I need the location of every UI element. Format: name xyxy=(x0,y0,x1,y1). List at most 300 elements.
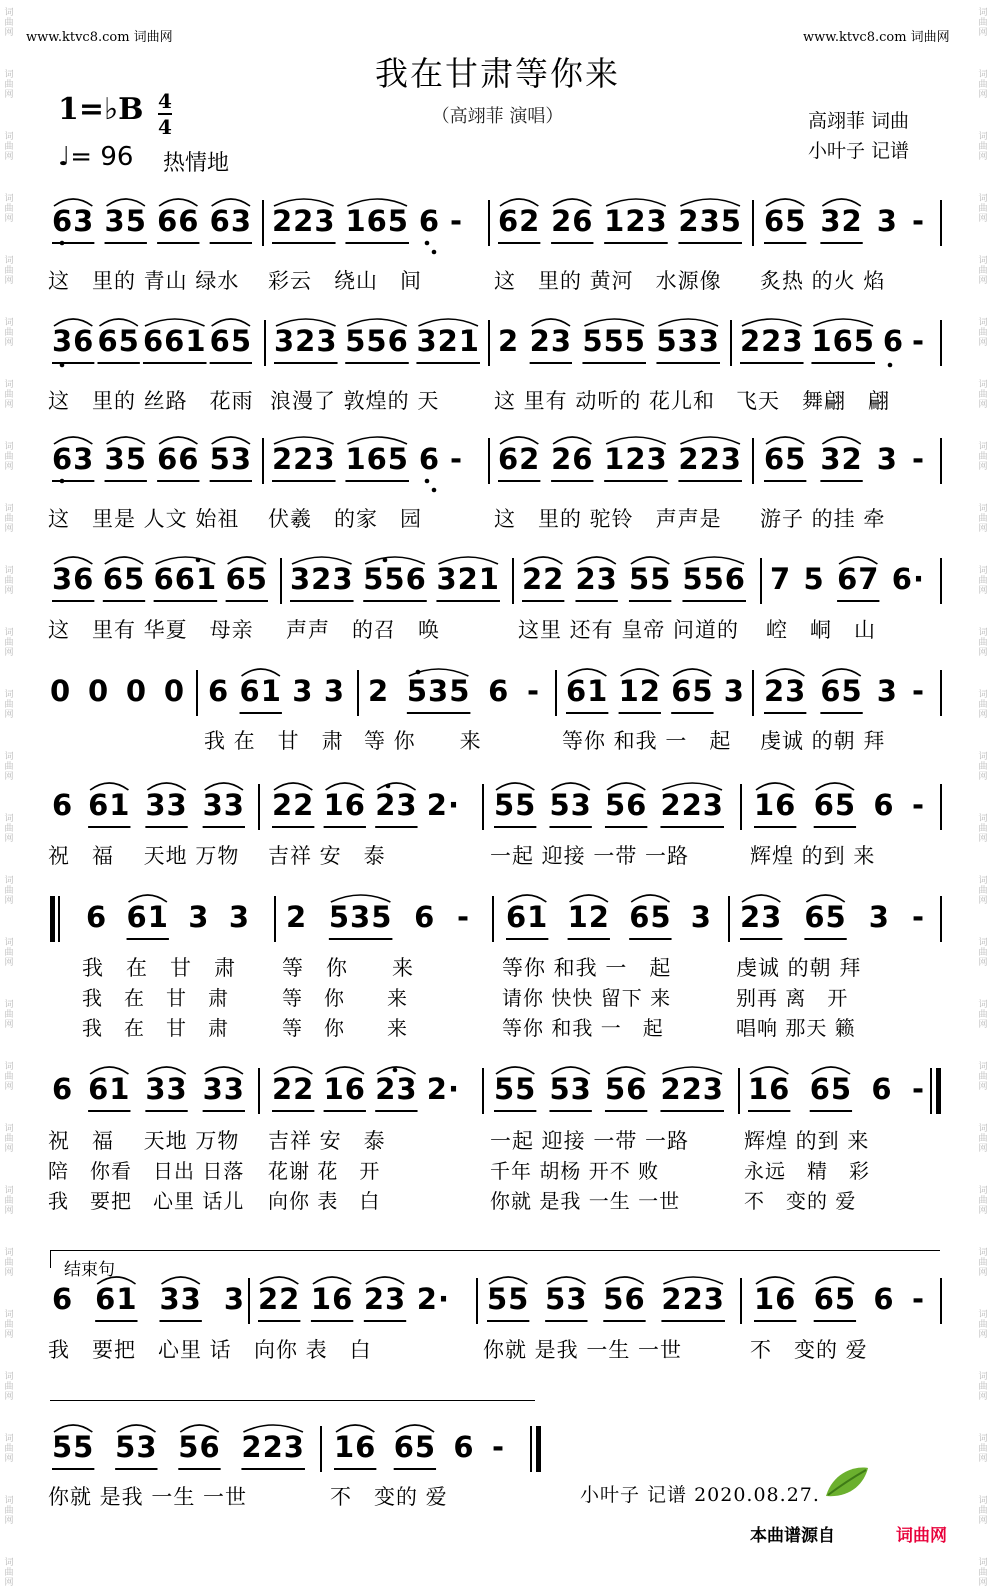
note-group: 33 xyxy=(202,1072,245,1106)
note-group: 323 xyxy=(290,562,354,596)
lyric-verse-1: 等你 和我 一 起 xyxy=(502,956,672,980)
note-group: 165 xyxy=(811,324,875,358)
watermark-glyph: 词 曲 网 xyxy=(978,1186,988,1216)
duration-underline xyxy=(566,712,608,714)
watermark-glyph: 词 曲 网 xyxy=(4,1496,14,1526)
duration-underline xyxy=(407,712,471,714)
duration-underline xyxy=(551,242,593,244)
slur xyxy=(147,1067,185,1074)
note-group: 3 xyxy=(188,900,210,934)
note-group: 3 xyxy=(228,900,250,934)
watermark-glyph: 词 曲 网 xyxy=(978,1372,988,1402)
note-group: 223 xyxy=(740,324,804,358)
watermark-glyph: 词 曲 网 xyxy=(4,1186,14,1216)
slur xyxy=(489,1277,527,1284)
duration-underline xyxy=(272,242,336,244)
watermark-glyph: 词 曲 网 xyxy=(4,938,14,968)
slur xyxy=(553,437,591,444)
duration-underline xyxy=(764,712,806,714)
duration-underline xyxy=(127,938,169,940)
octave-dot xyxy=(393,1068,398,1073)
slur xyxy=(347,437,407,444)
watermark-glyph: 词 曲 网 xyxy=(4,1434,14,1464)
duration-underline xyxy=(203,826,245,828)
note-group: 535 xyxy=(328,900,393,934)
duration-underline xyxy=(258,1320,300,1322)
note-group: 53 xyxy=(549,788,592,822)
duration-underline xyxy=(290,600,354,602)
slur xyxy=(274,783,312,790)
source-brand[interactable]: 词曲网 xyxy=(896,1526,947,1546)
note-group: 7 xyxy=(770,562,792,596)
slur xyxy=(631,895,669,902)
note-group: 56 xyxy=(178,1430,221,1464)
duration-underline xyxy=(105,480,147,482)
slur xyxy=(54,557,92,564)
slur xyxy=(766,199,804,206)
lyric-verse-1: 这 里的 丝路 花雨 xyxy=(48,389,254,413)
duration-underline xyxy=(629,600,671,602)
slur xyxy=(156,557,216,564)
watermark-glyph: 词 曲 网 xyxy=(978,194,988,224)
note-group: 65 xyxy=(225,562,268,596)
lyric-verse-3: 不 变的 爱 xyxy=(744,1189,857,1213)
watermark-glyph: 词 曲 网 xyxy=(4,690,14,720)
slur xyxy=(607,783,645,790)
duration-underline xyxy=(811,362,875,364)
duration-underline xyxy=(814,1320,856,1322)
note-group: 65 xyxy=(102,562,146,596)
duration-underline xyxy=(143,362,207,364)
duration-underline xyxy=(375,826,417,828)
note-group: 36 xyxy=(52,562,95,596)
lyric-verse-1: 我 在 甘 肃 xyxy=(204,729,344,753)
duration-underline xyxy=(820,480,862,482)
slur xyxy=(326,783,364,790)
slur xyxy=(658,319,718,326)
note-group: 16 xyxy=(754,1282,797,1316)
note-group: 3 xyxy=(323,674,345,708)
watermark-glyph: 词 曲 网 xyxy=(978,566,988,596)
note-group: 6· xyxy=(891,562,925,596)
note-group: 23 xyxy=(375,788,418,822)
lyric-verse-1: 吉祥 安 泰 xyxy=(268,844,386,868)
slur xyxy=(756,1277,794,1284)
duration-underline xyxy=(661,1320,725,1322)
note-group: 65 xyxy=(764,442,807,476)
site-url-right[interactable]: www.ktvc8.com 词曲网 xyxy=(803,30,950,45)
note-group: 223 xyxy=(660,788,724,822)
lyric-verse-2: 请你 快快 留下 来 xyxy=(502,986,672,1010)
note-group: 12 xyxy=(567,900,610,934)
duration-underline xyxy=(764,242,806,244)
slur xyxy=(274,199,334,206)
duration-underline xyxy=(240,712,282,714)
slur xyxy=(816,783,854,790)
note-group: 533 xyxy=(656,324,720,358)
duration-underline xyxy=(754,826,796,828)
note-group: 12 xyxy=(618,674,661,708)
octave-dot xyxy=(386,784,391,789)
note-group: - xyxy=(526,674,540,708)
lyric-verse-3: 你就 是我 一生 一世 xyxy=(490,1189,681,1213)
duration-underline xyxy=(345,242,409,244)
slur xyxy=(90,1067,128,1074)
slur xyxy=(326,1067,364,1074)
duration-underline xyxy=(604,480,668,482)
note-group: - xyxy=(456,900,470,934)
lyric-verse-1: 祝 福 天地 万物 xyxy=(48,844,240,868)
note-group: 235 xyxy=(678,204,742,238)
slur xyxy=(742,319,802,326)
duration-underline xyxy=(178,1468,220,1470)
duration-underline xyxy=(740,362,804,364)
duration-underline xyxy=(154,600,218,602)
slur xyxy=(662,1067,722,1074)
note-group: 63 xyxy=(52,204,95,238)
lyric-verse-1: 我 在 甘 肃 xyxy=(82,956,236,980)
duration-underline xyxy=(324,826,366,828)
note-group: 36 xyxy=(52,324,95,358)
lyric-verse-2: 花谢 花 开 xyxy=(268,1159,381,1183)
slur xyxy=(377,783,415,790)
note-group: - xyxy=(911,788,925,822)
slur xyxy=(822,437,860,444)
slur xyxy=(532,319,570,326)
note-group: - xyxy=(911,674,925,708)
lyric-verse-3: 等你 和我 一 起 xyxy=(502,1016,664,1040)
slur xyxy=(680,199,740,206)
slur xyxy=(812,1067,850,1074)
note-group: 56 xyxy=(603,1282,646,1316)
watermark-glyph: 词 曲 网 xyxy=(4,194,14,224)
lyric-verse-1: 一起 迎接 一带 一路 xyxy=(490,1129,690,1153)
duration-underline xyxy=(629,938,671,940)
octave-dot xyxy=(432,488,437,493)
lyric-verse-3: 唱响 那天 籁 xyxy=(736,1016,856,1040)
lyric-verse-1: 崆 峒 山 xyxy=(766,618,876,642)
slur xyxy=(212,437,250,444)
note-group: 223 xyxy=(678,442,742,476)
note-group: 6 xyxy=(208,674,230,708)
watermark-glyph: 词 曲 网 xyxy=(4,628,14,658)
slur xyxy=(212,199,250,206)
duration-underline xyxy=(345,362,409,364)
slur xyxy=(750,1067,788,1074)
slur xyxy=(500,199,538,206)
octave-dot xyxy=(60,363,65,368)
lyric-verse-1: 等 你 来 xyxy=(282,956,414,980)
slur xyxy=(577,557,615,564)
ending-label: 结束句 xyxy=(64,1260,115,1280)
slur xyxy=(145,319,205,326)
note-group: 0 xyxy=(50,674,72,708)
slur xyxy=(54,199,92,206)
note-group: 61 xyxy=(126,900,169,934)
credit-notation: 小叶子 记谱 xyxy=(808,140,910,162)
lyric-verse-1: 这里 还有 皇帝 问道的 xyxy=(518,618,740,642)
note-group: 62 xyxy=(498,204,541,238)
note-group: 321 xyxy=(416,324,480,358)
lyric-verse-1: 虔诚 的朝 拜 xyxy=(760,729,886,753)
note-group: 3 xyxy=(876,674,898,708)
duration-underline xyxy=(754,1320,796,1322)
slur xyxy=(551,783,589,790)
note-group: 6 xyxy=(488,674,510,708)
octave-dot xyxy=(432,250,437,255)
watermark-glyph: 词 曲 网 xyxy=(978,380,988,410)
duration-underline xyxy=(660,826,724,828)
note-group: 555 xyxy=(582,324,646,358)
note-group: 223 xyxy=(660,1072,724,1106)
note-group: 22 xyxy=(258,1282,301,1316)
slur xyxy=(180,1425,218,1432)
duration-underline xyxy=(324,1110,366,1112)
duration-underline xyxy=(88,826,130,828)
duration-underline xyxy=(272,1110,314,1112)
watermark-glyph: 词 曲 网 xyxy=(4,1310,14,1340)
note-group: 6 xyxy=(52,788,74,822)
lyric-verse-1: 这 里的 青山 绿水 xyxy=(48,269,240,293)
note-group: 223 xyxy=(241,1430,305,1464)
watermark-glyph: 词 曲 网 xyxy=(978,938,988,968)
note-group: 6 xyxy=(873,1282,895,1316)
lyric-verse-1: 炙热 的火 焰 xyxy=(760,269,886,293)
note-group: 3 xyxy=(868,900,890,934)
slur xyxy=(621,669,659,676)
note-group: 56 xyxy=(604,788,648,822)
duration-underline xyxy=(416,362,480,364)
duration-underline xyxy=(345,480,409,482)
slur xyxy=(606,437,666,444)
note-group: 53 xyxy=(209,442,252,476)
slur xyxy=(366,1277,404,1284)
time-signature-top: 4 xyxy=(158,89,172,113)
key-signature: 1=♭B xyxy=(58,92,144,127)
note-group: - xyxy=(911,1282,925,1316)
watermark-glyph: 词 曲 网 xyxy=(978,70,988,100)
lyric-verse-2: 千年 胡杨 开不 败 xyxy=(490,1159,660,1183)
duration-underline xyxy=(103,600,145,602)
slur xyxy=(547,1277,585,1284)
watermark-glyph: 词 曲 网 xyxy=(978,504,988,534)
watermark-glyph: 词 曲 网 xyxy=(4,1372,14,1402)
slur xyxy=(243,1425,303,1432)
duration-underline xyxy=(814,826,856,828)
slur xyxy=(97,1277,135,1284)
slur xyxy=(228,557,266,564)
slur xyxy=(205,783,243,790)
duration-underline xyxy=(660,1110,724,1112)
duration-underline xyxy=(551,480,593,482)
lyric-verse-1: 彩云 绕山 间 xyxy=(268,269,422,293)
slur xyxy=(500,437,538,444)
note-group: 65 xyxy=(809,1072,853,1106)
note-group: 53 xyxy=(545,1282,588,1316)
watermark-glyph: 词 曲 网 xyxy=(4,132,14,162)
slur xyxy=(129,895,167,902)
lyric-verse-3: 等 你 来 xyxy=(282,1016,408,1040)
slur xyxy=(756,783,794,790)
slur xyxy=(766,437,804,444)
slur xyxy=(813,319,873,326)
duration-underline xyxy=(241,1468,305,1470)
lyric-verse-1: 这 里有 华夏 母亲 xyxy=(48,618,254,642)
lyric-verse-2: 别再 离 开 xyxy=(736,986,849,1010)
watermark-glyph: 词 曲 网 xyxy=(978,1496,988,1526)
lyric-verse-1: 不 变的 爱 xyxy=(330,1485,448,1509)
duration-underline xyxy=(375,1110,417,1112)
watermark-glyph: 词 曲 网 xyxy=(4,1062,14,1092)
duration-underline xyxy=(115,1468,157,1470)
duration-underline xyxy=(568,938,610,940)
duration-underline xyxy=(549,826,591,828)
note-group: - xyxy=(491,1430,505,1464)
octave-dot xyxy=(196,558,201,563)
note-group: 61 xyxy=(88,788,131,822)
slur xyxy=(396,1425,434,1432)
slur xyxy=(570,895,608,902)
lyric-verse-1: 不 变的 爱 xyxy=(750,1338,868,1362)
note-group: 2· xyxy=(426,788,460,822)
duration-underline xyxy=(97,362,139,364)
lyric-verse-3: 我 要把 心里 话儿 xyxy=(48,1189,245,1213)
note-group: 65 xyxy=(629,900,672,934)
duration-underline xyxy=(159,1320,201,1322)
slur xyxy=(313,1277,351,1284)
song-title: 我在甘肃等你来 xyxy=(375,54,620,93)
note-group: 35 xyxy=(104,442,147,476)
duration-underline xyxy=(656,362,720,364)
duration-underline xyxy=(678,480,742,482)
note-group: 223 xyxy=(272,204,336,238)
duration-underline xyxy=(605,1110,647,1112)
slur xyxy=(631,557,669,564)
note-group: 6 xyxy=(871,1072,893,1106)
watermark-glyph: 词 曲 网 xyxy=(4,1000,14,1030)
duration-underline xyxy=(603,1320,645,1322)
duration-underline xyxy=(671,712,713,714)
duration-underline xyxy=(545,1320,587,1322)
watermark-glyph: 词 曲 网 xyxy=(978,442,988,472)
slur xyxy=(161,1277,199,1284)
note-group: 32 xyxy=(820,442,863,476)
watermark-glyph: 词 曲 网 xyxy=(978,318,988,348)
duration-underline xyxy=(506,938,548,940)
note-group: 6 xyxy=(414,900,436,934)
slur xyxy=(205,1067,243,1074)
note-group: 33 xyxy=(202,788,245,822)
slur xyxy=(806,895,844,902)
duration-underline xyxy=(329,938,393,940)
note-group: 23 xyxy=(764,674,807,708)
octave-dot xyxy=(416,670,421,675)
duration-underline xyxy=(363,600,427,602)
duration-underline xyxy=(145,1110,187,1112)
note-group: 65 xyxy=(764,204,807,238)
slur xyxy=(260,1277,298,1284)
note-group: 556 xyxy=(363,562,427,596)
note-group: - xyxy=(449,204,463,238)
note-group: 3 xyxy=(292,674,314,708)
note-group: 6 xyxy=(882,324,905,358)
watermark-glyph: 词 曲 网 xyxy=(978,876,988,906)
note-group: 66 xyxy=(157,442,200,476)
note-group: 16 xyxy=(334,1430,377,1464)
duration-underline xyxy=(604,242,668,244)
note-group: - xyxy=(449,442,463,476)
note-group: 65 xyxy=(393,1430,437,1464)
watermark-glyph: 词 曲 网 xyxy=(978,1124,988,1154)
slur xyxy=(663,1277,723,1284)
note-group: 223 xyxy=(661,1282,725,1316)
slur xyxy=(568,669,606,676)
duration-underline xyxy=(522,600,564,602)
lyric-verse-2: 永远 精 彩 xyxy=(744,1159,870,1183)
note-group: 66 xyxy=(157,204,200,238)
note-group: 65 xyxy=(209,324,252,358)
duration-underline xyxy=(52,362,94,364)
note-group: 32 xyxy=(820,204,863,238)
slur xyxy=(90,783,128,790)
slur xyxy=(242,669,280,676)
note-group: 33 xyxy=(159,1282,202,1316)
slur xyxy=(684,557,744,564)
duration-underline xyxy=(582,362,646,364)
duration-underline xyxy=(364,1320,406,1322)
duration-underline xyxy=(394,1468,436,1470)
octave-dot xyxy=(425,479,430,484)
watermark-glyph: 词 曲 网 xyxy=(978,8,988,38)
note-group: 65 xyxy=(97,324,140,358)
watermark-glyph: 词 曲 网 xyxy=(978,752,988,782)
watermark-glyph: 词 曲 网 xyxy=(4,70,14,100)
note-group: 35 xyxy=(104,204,147,238)
octave-dot xyxy=(425,241,430,246)
note-group: 5 xyxy=(803,562,825,596)
note-group: 6 xyxy=(418,204,441,238)
note-group: 65 xyxy=(813,1282,857,1316)
watermark-glyph: 词 曲 网 xyxy=(4,876,14,906)
note-group: 61 xyxy=(239,674,282,708)
watermark-glyph: 词 曲 网 xyxy=(4,256,14,286)
slur xyxy=(54,319,92,326)
lyric-verse-1: 这 里有 动听的 花儿和 xyxy=(494,389,716,413)
duration-underline xyxy=(274,362,338,364)
lyric-verse-2: 陪 你看 日出 日落 xyxy=(48,1159,245,1183)
duration-underline xyxy=(145,826,187,828)
site-url-left[interactable]: www.ktvc8.com 词曲网 xyxy=(26,30,173,45)
watermark-glyph: 词 曲 网 xyxy=(4,8,14,38)
duration-underline xyxy=(203,1110,245,1112)
duration-underline xyxy=(95,1320,137,1322)
octave-dot xyxy=(383,558,388,563)
watermark-glyph: 词 曲 网 xyxy=(4,1558,14,1588)
slur xyxy=(159,437,197,444)
note-group: 61 xyxy=(506,900,549,934)
watermark-glyph: 词 曲 网 xyxy=(978,1062,988,1092)
slur xyxy=(276,319,336,326)
note-group: 16 xyxy=(748,1072,791,1106)
tempo-mark: ♩= 96 xyxy=(58,142,134,172)
note-group: 67 xyxy=(837,562,880,596)
slur xyxy=(816,1277,854,1284)
watermark-glyph: 词 曲 网 xyxy=(978,1248,988,1278)
slur xyxy=(766,669,804,676)
lyric-verse-1: 这 里是 人文 始祖 xyxy=(48,507,240,531)
lyric-verse-1: 声声 的召 唤 xyxy=(286,618,440,642)
note-group: 3 xyxy=(876,442,898,476)
